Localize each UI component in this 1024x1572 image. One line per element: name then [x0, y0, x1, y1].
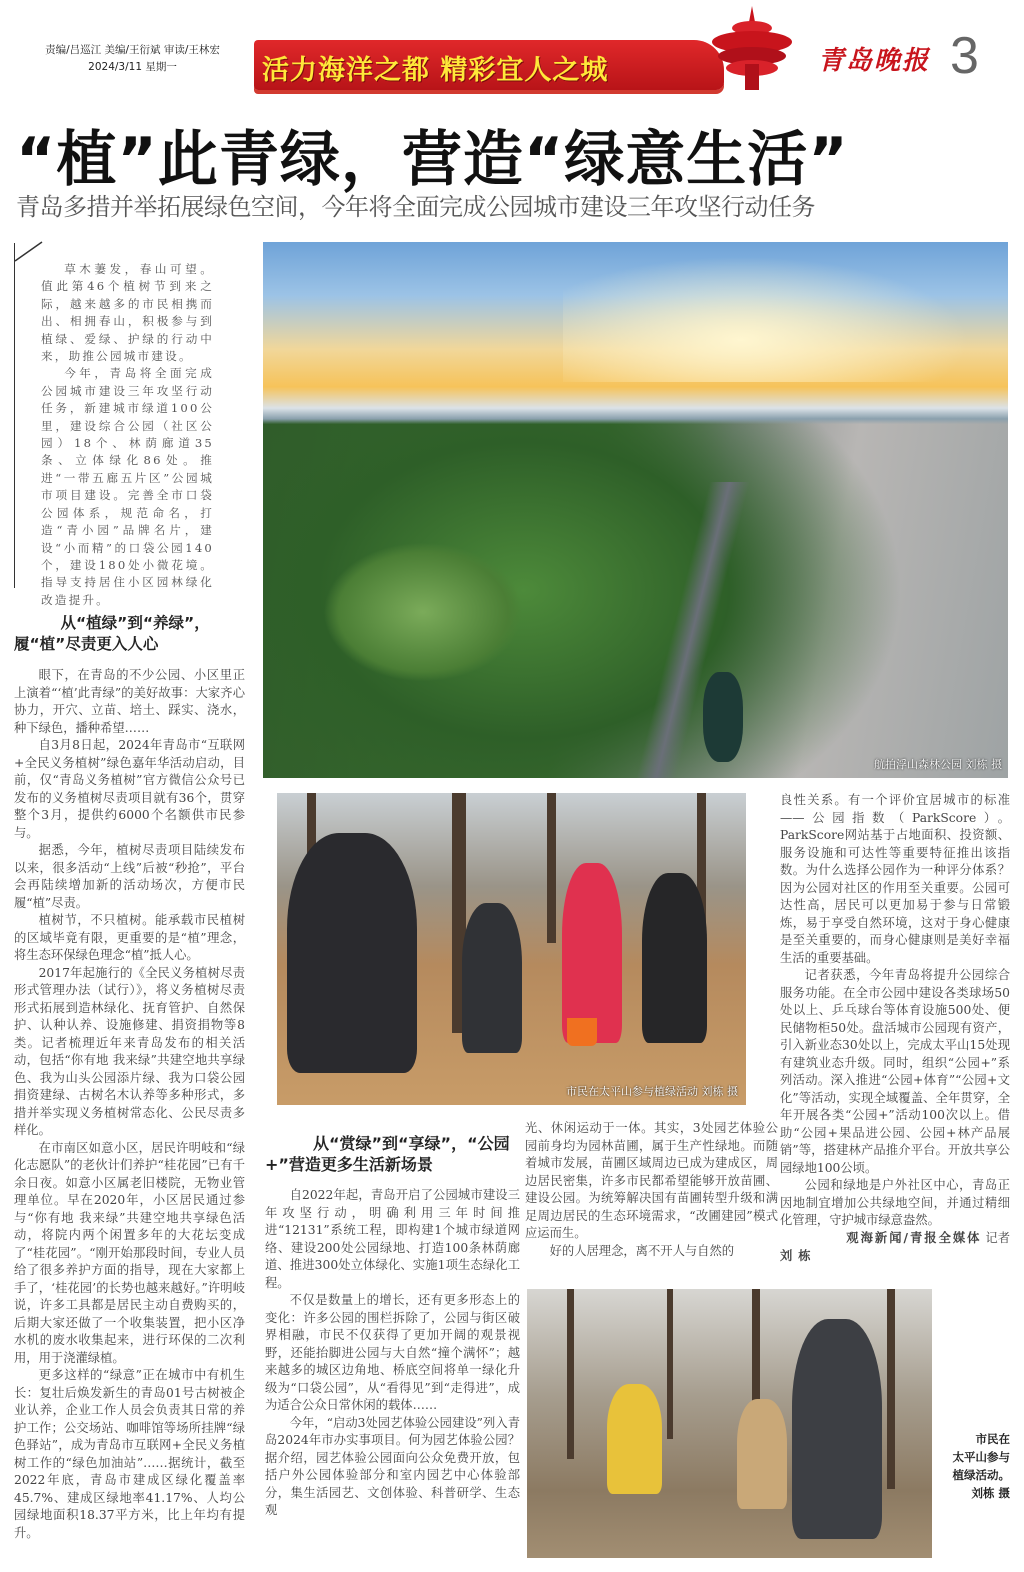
photo-caption: 航拍浮山森林公园 刘栋 摄 [874, 758, 1002, 771]
body-paragraph: 好的人居理念，离不开人与自然的 [549, 1243, 735, 1258]
body-paragraph: 植树节，不只植树。能承载市民植树的区域毕竟有限，更重要的是“植”理念，将生态环保绿色理念“植”抵人心。 [14, 913, 245, 962]
byline-role: 记者 [985, 1230, 1010, 1245]
body-paragraph: 自2022年起，青岛开启了公园城市建设三年攻坚行动，明确利用三年时间推进“12131”系统工程，即构建1个城市绿道网络、建设200处公园绿地、打造100条林荫廊道、推进300处立体绿化、实施1项生态绿化工程。 [265, 1188, 520, 1290]
family-planting-photo [527, 1289, 932, 1558]
caption-line: 太平山参与 [952, 1450, 1010, 1464]
banner-text: 活力海洋之都 精彩宜人之城 [262, 55, 609, 86]
column-right [780, 792, 1010, 1265]
issue-date: 2024/3/11 星期一 [88, 61, 177, 73]
aerial-park-photo [263, 242, 1008, 778]
body-paragraph: 良性关系。有一个评价宜居城市的标准——公园指数（ParkScore）。ParkScore网站基于占地面积、投资额、服务设施和可达性等重要特征推出该指数。为什么选择公园作为一种评分体系？因为公园对社区的作用至关重要。公园可达性高，居民可以更加易于参与日常锻炼，易于享受自然环境，这对于身心健康是至关重要的，而身心健康则是美好幸福生活的重要基础。 [780, 793, 1010, 965]
slogan-banner [254, 40, 724, 90]
body-paragraph: 2017年起施行的《全民义务植树尽责形式管理办法（试行）》，将义务植树尽责形式拓展到造林绿化、抚育管护、自然保护、认种认养、设施修建、捐资捐物等8类。记者梳理近年来青岛发布的相关活动，包括“你有地 我来绿”共建空地共享绿色、我为山头公园添片绿、我为口袋公园捐资建绿、古树名木认养等多种形式，多措并举实现义务植树常态化、公民尽责多样化。 [14, 965, 245, 1137]
photo-caption-side [935, 1430, 1010, 1502]
photo-caption: 市民在太平山参与植绿活动 刘栋 摄 [566, 1085, 738, 1098]
subheadline: 青岛多措并举拓展绿色空间，今年将全面完成公园城市建设三年攻坚行动任务 [16, 193, 815, 221]
tree-planting-photo [277, 793, 746, 1105]
column-left [14, 613, 245, 1542]
headline: “植”此青绿，营造“绿意生活” [16, 125, 849, 195]
column-middle [265, 1133, 520, 1520]
intro-paragraph: 今年，青岛将全面完成公园城市建设三年攻坚行动任务，新建城市绿道100公里，建设综合公园（社区公园）18个、林荫廊道35条、立体绿化86处。推进“一带五廊五片区”公园城市项目建设。完善全市口袋公园体系，规范命名，打造“青小园”品牌名片，建设“小而精”的口袋公园140个，建设180处小微花境。指导支持居住小区园林绿化改造提升。 [41, 366, 214, 607]
body-paragraph: 今年，“启动3处园艺体验公园建设”列入青岛2024年市办实事项目。何为园艺体验公园？据介绍，园艺体验公园面向公众免费开放，包括户外公园体验部分和室内园艺中心体验部分，集生活园艺、文创体验、科普研学、生态观 [265, 1415, 520, 1517]
newspaper-name: 青岛晚报 [818, 46, 931, 76]
section-heading: 从“赏绿”到“享绿”，“公园+”营造更多生活新场景 [265, 1134, 510, 1174]
tower-logo-icon [705, 4, 800, 90]
byline [780, 1230, 1010, 1248]
body-paragraph: 记者获悉，今年青岛将提升公园综合服务功能。在全市公园中建设各类球场50处以上、乒乓球台等体育设施500处、便民储物柜50处。盘活城市公园现有资产，引入新业态30处以上，完成太平山15处现有建筑业态升级。同时，组织“公园+”系列活动。深入推进“公园+体育”“公园+文化”等活动，实现全域覆盖、全年贯穿，全年开展各类“公园+”活动100次以上。借助“公园+果品进公园、公园+林产品展销”等，搭建林产品推介平台。开放共享公园绿地100公顷。 [780, 968, 1010, 1175]
column-middle-right [525, 1120, 778, 1260]
editor-credits [20, 42, 245, 76]
byline-organization: 观海新闻/青报全媒体 [846, 1230, 982, 1245]
body-paragraph: 不仅是数量上的增长，还有更多形态上的变化：许多公园的围栏拆除了，公园与街区破界相融，市民不仅获得了更加开阔的观景视野，还能抬脚进公园与大自然“撞个满怀”；越来越多的城区边角地、桥底空间将单一绿化升级为“口袋公园”，从“看得见”到“走得进”，成为适合公众日常休闲的载体…… [265, 1293, 520, 1412]
caption-line: 市民在 [975, 1432, 1010, 1446]
caption-line: 植绿活动。 [952, 1468, 1010, 1482]
body-paragraph: 更多这样的“绿意”正在城市中有机生长：复壮后焕发新生的青岛01号古树被企业认养，企业工作人员会负责其日常的养护工作；公交场站、咖啡馆等场所挂牌“绿色驿站”，成为青岛市互联网+全民义务植树工作的“绿色加油站”……据统计，截至2022年底，青岛市建成区绿化覆盖率45.7%、建成区绿地率41.17%、人均公园绿地面积18.37平方米，比上年均有提升。 [14, 1368, 245, 1540]
body-paragraph: 眼下，在青岛的不少公园、小区里正上演着“‘植’此青绿”的美好故事：大家齐心协力，开穴、立苗、培土、踩实、浇水，种下绿色，播种希望…… [14, 668, 245, 735]
body-paragraph: 据悉，今年，植树尽责项目陆续发布以来，很多活动“上线”后被“秒抢”，平台会再陆续增加新的活动场次，方便市民履“植”尽责。 [14, 843, 245, 910]
body-paragraph: 光、休闲运动于一体。其实，3处园艺体验公园前身均为园林苗圃，属于生产性绿地。而随着城市发展，苗圃区域周边已成为建成区，周边居民密集，许多市民都希望能够开放苗圃、建设公园。为统筹解决国有苗圃转型升级和满足周边居民的生态环境需求，“改圃建园”模式应运而生。 [525, 1121, 778, 1240]
credits-line: 责编/吕巡江 美编/王衍斌 审读/王林宏 [45, 44, 220, 56]
section-heading: 从“植绿”到“养绿”，履“植”尽责更入人心 [14, 614, 210, 653]
byline-author: 刘栋 [780, 1248, 817, 1263]
intro-paragraph: 草木萋发，春山可望。值此第46个植树节到来之际，越来越多的市民相携而出、相拥春山，积极参与到植绿、爱绿、护绿的行动中来，助推公园城市建设。 [41, 262, 214, 364]
page-number: 3 [950, 27, 979, 85]
body-paragraph: 在市南区如意小区，居民许明岐和“绿化志愿队”的老伙计们养护“桂花园”已有千余日夜。如意小区属老旧楼院，无物业管理单位。早在2020年，小区居民通过参与“你有地 我来绿”共建空地共享绿色活动，将院内两个闲置多年的大花坛变成了“桂花园”。“刚开始那段时间，专业人员给了很多养护方面的指导，现在大家都上手了，‘桂花园’的长势也越来越好。”许明岐说，许多工具都是居民主动自费购买的，后期大家还做了一个收集装置，把小区净水机的废水收集起来，进行环保的二次利用，用于浇灌绿植。 [14, 1140, 245, 1365]
body-paragraph: 公园和绿地是户外社区中心，青岛正因地制宜增加公共绿地空间，并通过精细化管理，守护城市绿意盎然。 [780, 1178, 1010, 1227]
body-paragraph: 自3月8日起，2024年青岛市“互联网+全民义务植树”绿色嘉年华活动启动，目前，仅“青岛义务植树”官方微信公众号已发布的义务植树尽责项目就有36个，贯穿整个3月，提供约6000个名额供市民参与。 [14, 738, 245, 840]
caption-line: 刘栋 摄 [971, 1486, 1010, 1500]
intro-box [14, 243, 214, 607]
